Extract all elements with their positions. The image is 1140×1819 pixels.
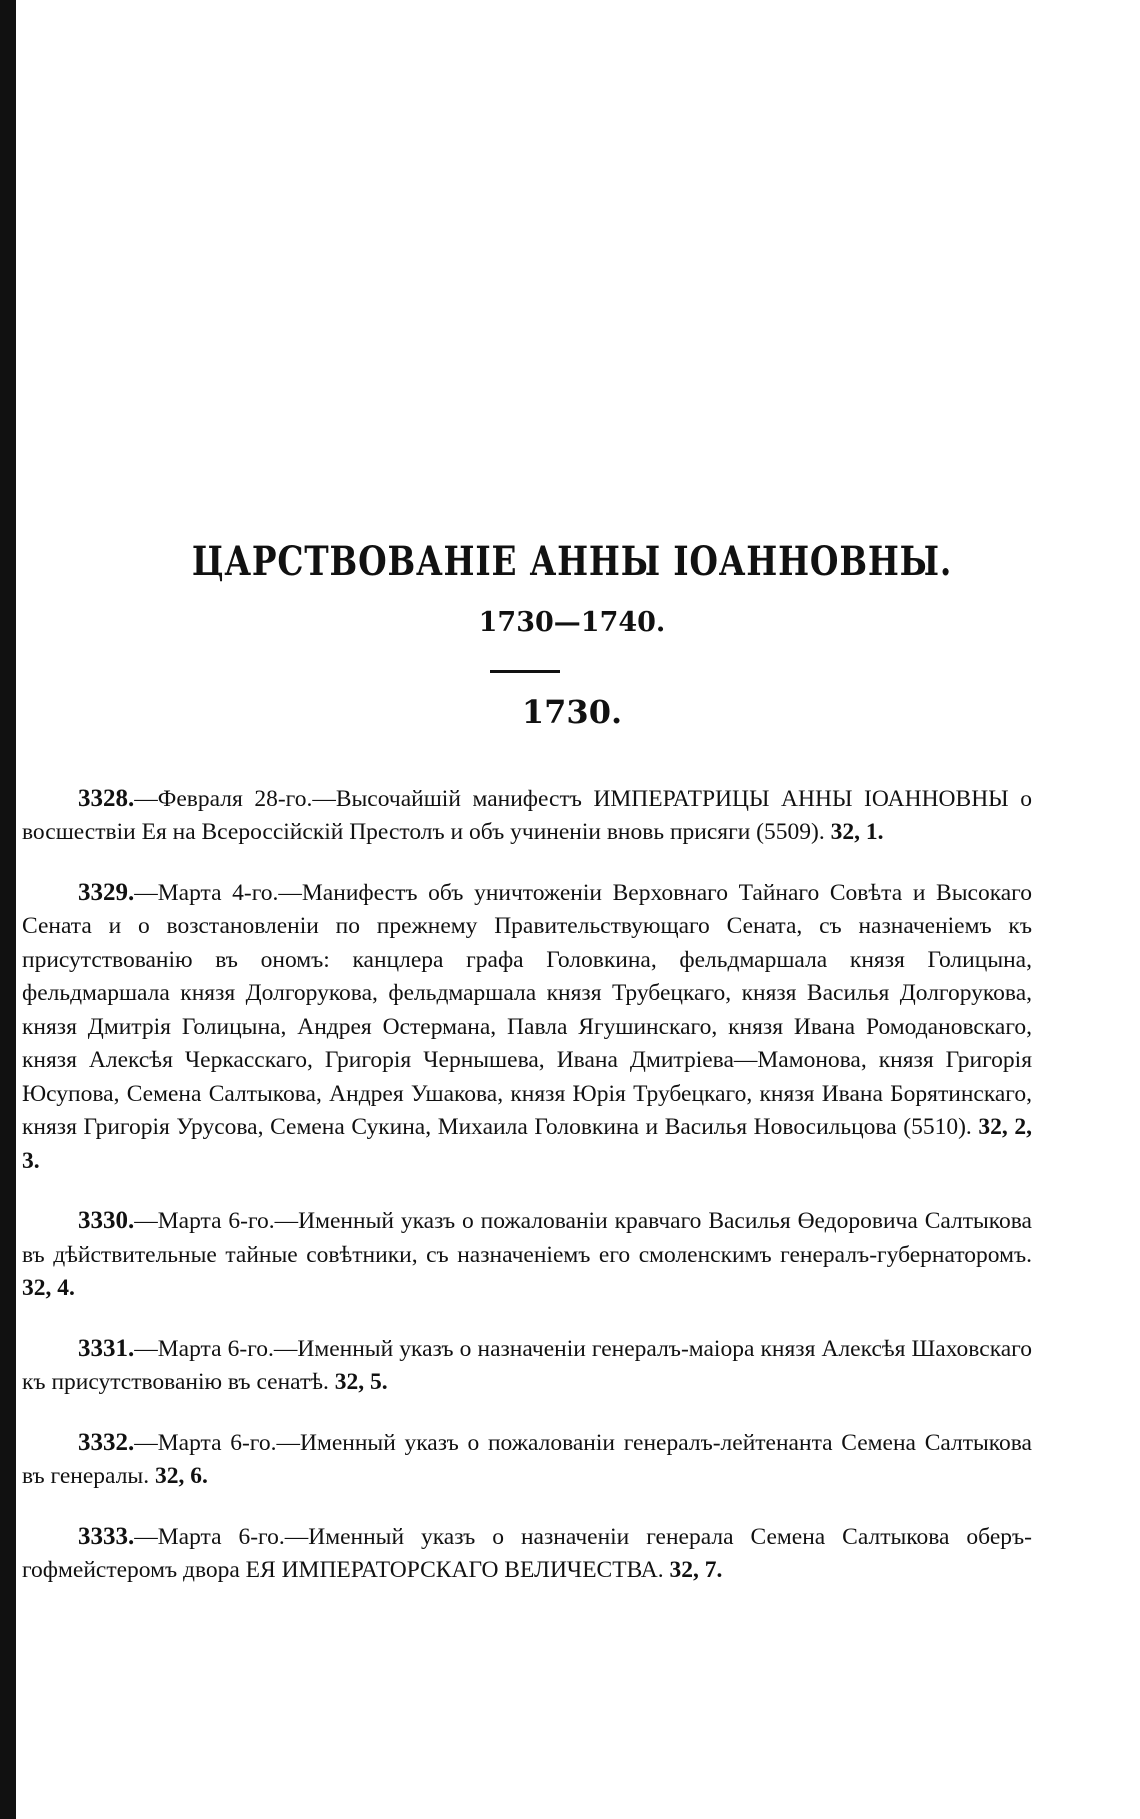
entry-number: 3328. (78, 784, 135, 812)
entry-number: 3332. (78, 1428, 135, 1456)
entry-number: 3333. (78, 1522, 135, 1550)
entry-reference: 32, 1. (830, 819, 884, 845)
entry-reference: 32, 5. (334, 1369, 388, 1395)
list-item (22, 1332, 1032, 1400)
entry-text: —Марта 6-го.—Именный указъ о назначеніи генералъ-маіора князя Алексѣя Шаховскаго къ присутствованію въ сенатѣ. (22, 1335, 1032, 1395)
entry-text: —Марта 6-го.—Именный указъ о пожалованіи генералъ-лейтенанта Семена Салтыкова въ генералы. (22, 1429, 1032, 1489)
list-item (22, 782, 1032, 850)
entry-text: —Марта 6-го.—Именный указъ о пожалованіи кравчаго Василья Өедоровича Салтыкова въ дѣйствительные тайные совѣтники, съ назначеніемъ его смоленскимъ генералъ-губернаторомъ. (22, 1208, 1032, 1268)
document-page (22, 0, 1122, 1819)
entry-reference: 32, 6. (154, 1463, 208, 1489)
entry-text: —Марта 6-го.—Именный указъ о назначеніи генерала Семена Салтыкова оберъ-гофмейстеромъ двора ЕЯ ИМПЕРАТОРСКАГО ВЕЛИЧЕСТВА. (22, 1523, 1032, 1583)
scan-binding-edge (0, 0, 16, 1819)
entry-text: —Марта 4-го.—Манифестъ объ уничтоженіи Верховнаго Тайнаго Совѣта и Высокаго Сената и о возстановленіи по прежнему Правительствующаго Сената, съ назначеніемъ къ присутствованію въ ономъ: канцлера графа Головкина, фельдмаршала князя Голицына, фельдмаршала князя Долгорукова, фельдмаршала князя Трубецкаго, князя Василья Долгорукова, князя Дмитрія Голицына, Андрея Остермана, Павла Ягушинскаго, князя Ивана Ромодановскаго, князя Алексѣя Черкасскаго, Григорія Чернышева, Ивана Дмитріева—Мамонова, князя Григорія Юсупова, Семена Салтыкова, Андрея Ушакова, князя Юрія Трубецкаго, князя Ивана Борятинскаго, князя Григорія Урусова, Семена Сукина, Михаила Головкина и Василья Новосильцова (5510). (22, 879, 1032, 1140)
year-heading: 1730. (521, 693, 623, 731)
entry-number: 3329. (78, 878, 135, 906)
list-item (22, 1204, 1032, 1306)
list-item (22, 876, 1032, 1179)
list-item (22, 1426, 1032, 1494)
entries-list (22, 758, 1032, 1614)
entry-reference: 32, 2, 3. (22, 1114, 1033, 1174)
list-item (22, 1520, 1032, 1588)
reign-years: 1730—1740. (478, 607, 666, 638)
entry-reference: 32, 7. (669, 1557, 723, 1583)
entry-number: 3331. (78, 1334, 135, 1362)
section-divider (490, 670, 560, 673)
reign-title: ЦАРСТВОВАНІЕ АННЫ ІОАННОВНЫ. (191, 538, 953, 585)
entry-number: 3330. (78, 1207, 135, 1234)
entry-reference: 32, 4. (22, 1275, 75, 1301)
entry-text: —Февраля 28-го.—Высочайшій манифестъ ИМПЕРАТРИЦЫ АННЫ ІОАННОВНЫ о восшествіи Ея на Всероссійскій Престолъ и объ учиненіи вновь присяги (5509). (22, 785, 1032, 845)
